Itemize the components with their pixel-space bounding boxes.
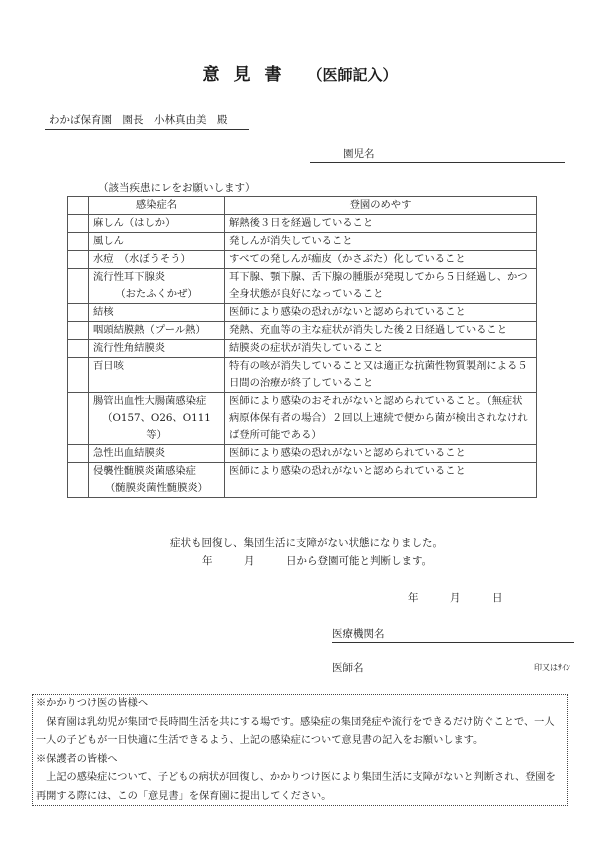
check-instruction: （該当疾患にレをお願いします）	[98, 182, 256, 194]
criteria-cell: 解熱後３日を経過していること	[225, 215, 537, 233]
check-cell[interactable]	[68, 322, 89, 340]
statement-line-1: 症状も回復し、集団生活に支障がない状態になりました。	[170, 537, 443, 549]
table-row	[68, 340, 537, 358]
criteria-cell: 医師により感染の恐れがないと認められていること	[225, 445, 537, 463]
disease-name-cell	[89, 340, 225, 358]
institution-field[interactable]	[332, 626, 574, 643]
disease-name-cell	[89, 322, 225, 340]
disease-name: 水痘 （水ぼうそう）	[93, 253, 191, 265]
disease-table	[67, 196, 537, 498]
header-disease: 感染症名	[89, 197, 225, 215]
doctor-field[interactable]	[332, 660, 574, 675]
check-cell[interactable]	[68, 251, 89, 269]
check-cell[interactable]	[68, 215, 89, 233]
table-row	[68, 445, 537, 463]
title-sub: （医師記入）	[307, 66, 398, 84]
disease-name-cell	[89, 215, 225, 233]
addressee: わかば保育園 園長 小林真由美 殿	[45, 112, 249, 130]
table-row	[68, 269, 537, 304]
disease-name-cell	[89, 233, 225, 251]
notice-body-parents: 上記の感染症について、子どもの病状が回復し、かかりつけ医により集団生活に支障がないと判断され、登園を再開する際には、この「意見書」を保育園に提出してください。	[36, 772, 556, 802]
criteria-cell: 医師により感染のおそれがないと認められていること。（無症状病原体保有者の場合）２回以上連続で便から菌が検出されなければ登所可能である）	[225, 393, 537, 445]
notice-box	[32, 694, 568, 806]
disease-name-cell	[89, 358, 225, 393]
table-row	[68, 215, 537, 233]
document-title	[0, 60, 600, 85]
criteria-cell: 医師により感染の恐れがないと認められていること	[225, 463, 537, 498]
disease-name: 流行性角結膜炎	[93, 342, 166, 354]
criteria-cell: 耳下腺、顎下腺、舌下腺の腫脹が発現してから５日経過し、かつ全身状態が良好になっていること	[225, 269, 537, 304]
check-cell[interactable]	[68, 269, 89, 304]
disease-name: 結核	[93, 306, 114, 318]
disease-name: 風しん	[93, 235, 124, 247]
table-header-row	[68, 197, 537, 215]
check-cell[interactable]	[68, 340, 89, 358]
title-main: 意見書	[202, 65, 296, 85]
child-name-field[interactable]	[310, 146, 565, 163]
check-cell[interactable]	[68, 445, 89, 463]
disease-name: 百日咳	[93, 360, 124, 372]
child-name-label: 園児名	[343, 148, 375, 160]
check-cell[interactable]	[68, 233, 89, 251]
disease-name-cell	[89, 463, 225, 498]
criteria-cell: 発熱、充血等の主な症状が消失した後２日経過していること	[225, 322, 537, 340]
disease-name-cell	[89, 251, 225, 269]
disease-name-sub: （髄膜炎菌性髄膜炎）	[105, 482, 208, 494]
disease-name: 腸管出血性大腸菌感染症	[93, 395, 207, 407]
notice-heading-parents: ※保護者の皆様へ	[36, 753, 118, 765]
check-cell[interactable]	[68, 393, 89, 445]
disease-name-cell	[89, 445, 225, 463]
disease-name: 麻しん（はしか）	[93, 217, 176, 229]
disease-name-cell	[89, 304, 225, 322]
check-cell[interactable]	[68, 358, 89, 393]
disease-name-sub: （おたふくかぜ）	[115, 288, 198, 300]
criteria-cell: 特有の咳が消失していること又は適正な抗菌性物質製剤による５日間の治療が終了していること	[225, 358, 537, 393]
disease-name: 咽頭結膜熱（プール熱）	[93, 324, 206, 336]
notice-body-doctors: 保育園は乳幼児が集団で長時間生活を共にする場です。感染症の集団発症や流行をできるだけ防ぐことで、一人一人の子どもが一日快適に生活できるよう、上記の感染症について意見書の記入をお願いします。	[36, 716, 555, 746]
criteria-cell: 医師により感染の恐れがないと認められていること	[225, 304, 537, 322]
date-line: 年 月 日	[408, 592, 503, 604]
statement-line-2: 年 月 日から登園可能と判断します。	[202, 555, 433, 567]
table-row	[68, 322, 537, 340]
table-row	[68, 358, 537, 393]
disease-name-cell	[89, 393, 225, 445]
check-cell[interactable]	[68, 463, 89, 498]
header-check	[68, 197, 89, 215]
check-cell[interactable]	[68, 304, 89, 322]
disease-name: 急性出血結膜炎	[93, 447, 166, 459]
disease-name: 侵襲性髄膜炎菌感染症	[93, 465, 196, 477]
table-row	[68, 463, 537, 498]
table-row	[68, 304, 537, 322]
disease-name-cell	[89, 269, 225, 304]
disease-name-sub: （O157、O26、O111 等）	[102, 412, 211, 441]
seal-label: 印又はｻｲﾝ	[534, 663, 570, 672]
criteria-cell: 発しんが消失していること	[225, 233, 537, 251]
table-row	[68, 251, 537, 269]
table-row	[68, 233, 537, 251]
criteria-cell: 結膜炎の症状が消失していること	[225, 340, 537, 358]
notice-heading-doctors: ※かかりつけ医の皆様へ	[36, 698, 149, 709]
institution-label: 医療機関名	[332, 628, 385, 640]
criteria-cell: すべての発しんが痂皮（かさぶた）化していること	[225, 251, 537, 269]
doctor-label: 医師名	[332, 662, 364, 674]
header-criteria: 登園のめやす	[225, 197, 537, 215]
disease-name: 流行性耳下腺炎	[93, 271, 166, 283]
table-row	[68, 393, 537, 445]
